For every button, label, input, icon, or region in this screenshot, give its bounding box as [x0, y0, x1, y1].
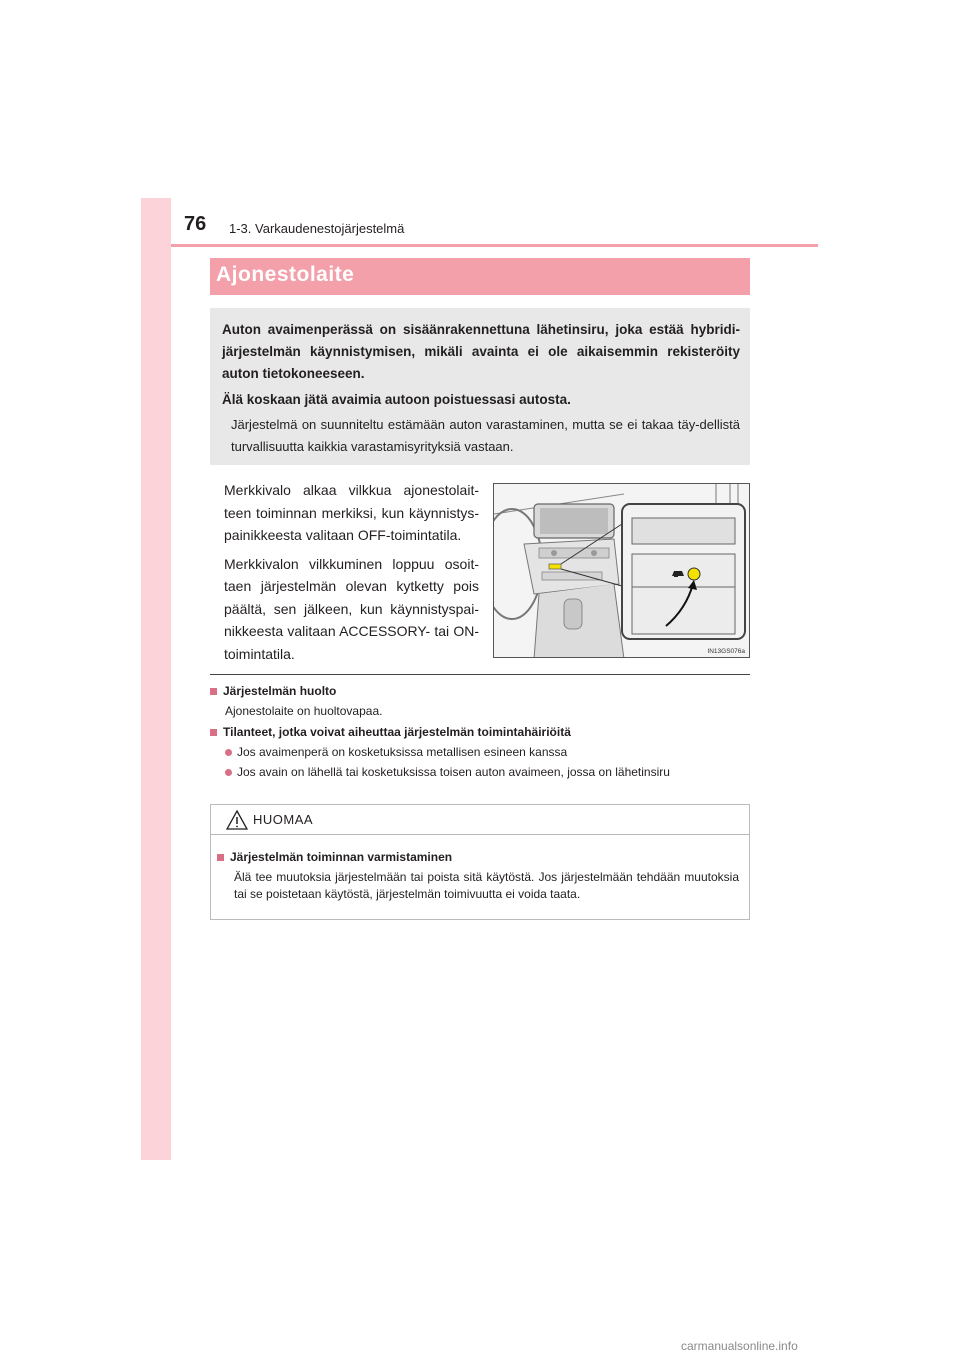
- caution-box: [210, 804, 750, 920]
- caution-heading: [217, 849, 739, 866]
- section-divider: [210, 674, 750, 675]
- circle-bullet-icon: [225, 749, 232, 756]
- note-heading-malfunction: [210, 724, 750, 741]
- intro-box: [210, 308, 750, 465]
- intro-bold-paragraph: Auton avaimenperässä on sisäänrakennettuna lähetinsiru, joka estää hybridi-järjestelmän käynnistymisen, mikäli avainta ei ole aikaisemmin rekisteröity auton tietokoneeseen.: [222, 322, 740, 381]
- dashboard-figure: [493, 483, 750, 658]
- caution-text: Älä tee muutoksia järjestelmään tai poista sitä käytöstä. Jos järjestelmään tehdään muutoksia tai se poistetaan käytöstä, järjestelmän toimivuutta ei voida taata.: [234, 870, 739, 901]
- caution-header: [211, 805, 749, 835]
- list-item-text: Jos avaimenperä on kosketuksissa metallisen esineen kanssa: [237, 745, 568, 759]
- square-bullet-icon: [217, 854, 224, 861]
- heading-bar: [210, 258, 750, 295]
- list-item-text: Jos avain on lähellä tai kosketuksissa toisen auton avaimeen, jossa on lähetinsiru: [237, 765, 670, 779]
- page-heading: Ajonestolaite: [216, 263, 355, 286]
- caution-title: Järjestelmän toiminnan varmistaminen: [230, 850, 453, 864]
- header-rule: [171, 244, 818, 247]
- intro-sub-paragraph: Järjestelmä on suunniteltu estämään auton varastaminen, mutta se ei takaa täy-dellistä turvallisuutta kaikkia varastamisyrityksiä vastaan.: [231, 417, 740, 454]
- caution-body: [211, 835, 749, 903]
- caution-label: HUOMAA: [253, 812, 314, 827]
- note-text-maintenance: Ajonestolaite on huoltovapaa.: [225, 704, 383, 718]
- list-item: [225, 744, 750, 761]
- circle-bullet-icon: [225, 769, 232, 776]
- side-band: [141, 198, 171, 1160]
- warning-triangle-icon: [226, 810, 248, 830]
- body-text: [224, 479, 479, 671]
- notes-section: [210, 683, 750, 784]
- figure-code: IN13GS076a: [707, 648, 745, 655]
- list-item: [225, 764, 750, 781]
- dashboard-illustration: [494, 484, 750, 658]
- note-title-maintenance: Järjestelmän huolto: [223, 684, 337, 698]
- body-paragraph-2: Merkkivalon vilkkuminen loppuu osoit-taen järjestelmän olevan kytketty pois päältä, sen jälkeen, kun käynnistyspai-nikkeesta valitaan ACCESSORY- tai ON-toimintatila.: [224, 555, 479, 662]
- section-title: 1-3. Varkaudenestojärjestelmä: [229, 221, 405, 236]
- square-bullet-icon: [210, 729, 217, 736]
- watermark: carmanualsonline.info: [681, 1339, 798, 1353]
- note-title-malfunction: Tilanteet, jotka voivat aiheuttaa järjestelmän toimintahäiriöitä: [223, 725, 571, 739]
- note-heading-maintenance: [210, 683, 750, 700]
- page-number: 76: [184, 213, 207, 235]
- square-bullet-icon: [210, 688, 217, 695]
- intro-warning-line: Älä koskaan jätä avaimia autoon poistuessasi autosta.: [222, 392, 571, 407]
- body-paragraph-1: Merkkivalo alkaa vilkkua ajonestolait-teen toiminnan merkiksi, kun käynnistys-painikkeesta valitaan OFF-toimintatila.: [224, 482, 479, 543]
